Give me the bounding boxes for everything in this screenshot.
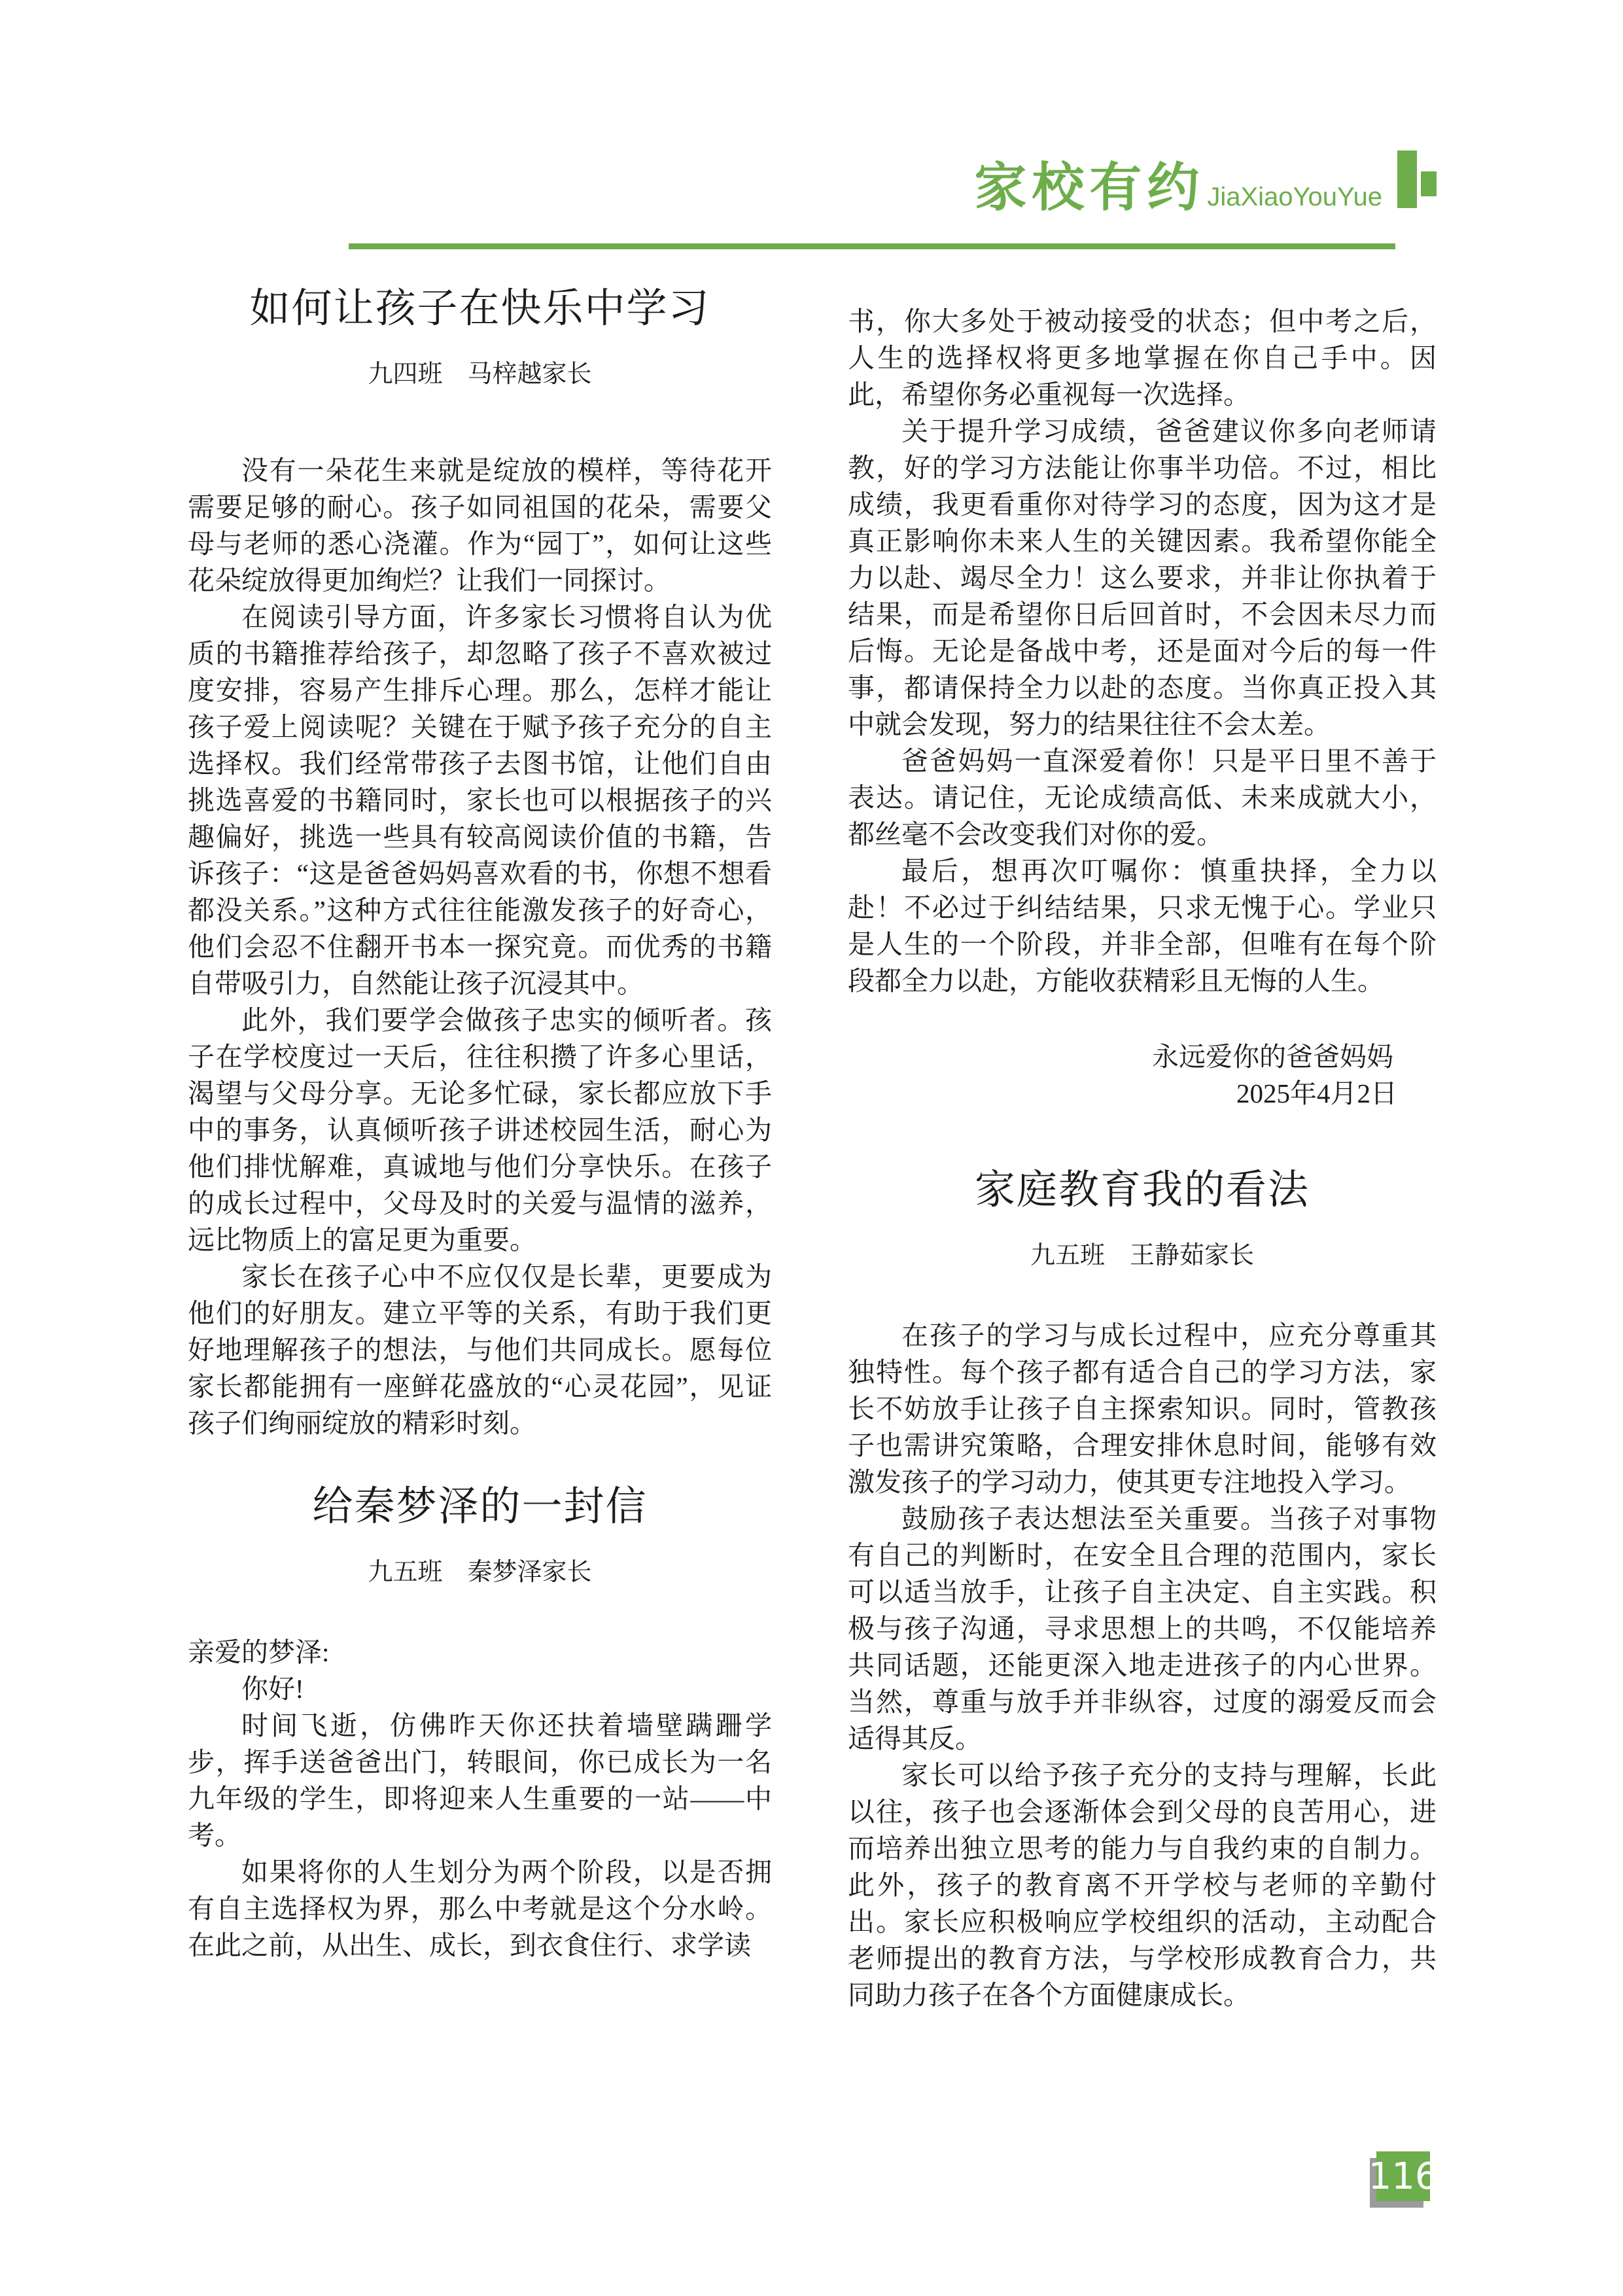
article2-title: 给秦梦泽的一封信 [312, 1485, 648, 1529]
section-title-pinyin: JiaXiaoYouYue [1207, 183, 1382, 211]
article3-paragraph: 家长可以给予孩子充分的支持与理解，长此以往，孩子也会逐渐体会到父母的良苦用心，进而培养出独立思考的能力与自我约束的自制力。此外，孩子的教育离不开学校与老师的辛勤付出。家长应积极响应学校组织的活动，主动配合老师提出的教育方法，与学校形成教育合力，共同助力孩子在各个方面健康成长。 [848, 1760, 1437, 2010]
letter-greeting: 你好! [241, 1674, 304, 1704]
article3-title: 家庭教育我的看法 [974, 1168, 1310, 1212]
article1-paragraph: 家长在孩子心中不应仅仅是长辈，更要成为他们的好朋友。建立平等的关系，有助于我们更好地理解孩子的想法，与他们共同成长。愿每位家长都能拥有一座鲜花盛放的“心灵花园”，见证孩子们绚丽绽放的精彩时刻。 [188, 1262, 772, 1438]
letter-paragraph: 最后，想再次叮嘱你：慎重抉择，全力以赴！不必过于纠结结果，只求无愧于心。学业只是人生的一个阶段，并非全部，但唯有在每个阶段都全力以赴，方能收获精彩且无悔的人生。 [848, 856, 1437, 996]
section-title: 家校有约 [974, 157, 1205, 218]
header-decoration-bar [1397, 150, 1417, 208]
right-column [848, 303, 1437, 2013]
letter-paragraph: 爸爸妈妈一直深爱着你！只是平日里不善于表达。请记住，无论成绩高低、未来成就大小，都丝毫不会改变我们对你的爱。 [848, 746, 1437, 849]
article3-byline: 九五班 王静茹家长 [1030, 1242, 1254, 1269]
letter-paragraph-continued: 书，你大多处于被动接受的状态；但中考之后，人生的选择权将更多地掌握在你自己手中。因此，希望你务必重视每一次选择。 [848, 306, 1437, 410]
letter-date: 2025年4月2日 [1236, 1078, 1397, 1108]
page-number: 116 [1368, 2155, 1439, 2198]
article1-paragraph: 此外，我们要学会做孩子忠实的倾听者。孩子在学校度过一天后，往往积攒了许多心里话，渴望与父母分享。无论多忙碌，家长都应放下手中的事务，认真倾听孩子讲述校园生活，耐心为他们排忧解难，真诚地与他们分享快乐。在孩子的成长过程中，父母及时的关爱与温情的滋养，远比物质上的富足更为重要。 [188, 1005, 772, 1255]
letter-paragraph: 时间飞逝，仿佛昨天你还扶着墙壁蹒跚学步，挥手送爸爸出门，转眼间，你已成长为一名九年级的学生，即将迎来人生重要的一站——中考。 [188, 1710, 772, 1850]
letter-paragraph: 关于提升学习成绩，爸爸建议你多向老师请教，好的学习方法能让你事半功倍。不过，相比成绩，我更看重你对待学习的态度，因为这才是真正影响你未来人生的关键因素。我希望你能全力以赴、竭尽全力！这么要求，并非让你执着于结果，而是希望你日后回首时，不会因未尽力而后悔。无论是备战中考，还是面对今后的每一件事，都请保持全力以赴的态度。当你真正投入其中就会发现，努力的结果往往不会太差。 [848, 416, 1437, 739]
header-decoration-square [1421, 171, 1437, 196]
left-column [188, 283, 772, 1964]
article1-paragraph: 没有一朵花生来就是绽放的模样，等待花开需要足够的耐心。孩子如同祖国的花朵，需要父母与老师的悉心浇灌。作为“园丁”，如何让这些花朵绽放得更加绚烂？让我们一同探讨。 [188, 455, 772, 595]
page-header [974, 145, 1382, 221]
article2-byline: 九五班 秦梦泽家长 [368, 1559, 592, 1586]
article1-byline: 九四班 马梓越家长 [368, 361, 592, 388]
letter-salutation: 亲爱的梦泽: [188, 1637, 330, 1667]
article1-paragraph: 在阅读引导方面，许多家长习惯将自认为优质的书籍推荐给孩子，却忽略了孩子不喜欢被过度安排，容易产生排斥心理。那么，怎样才能让孩子爱上阅读呢？关键在于赋予孩子充分的自主选择权。我们经常带孩子去图书馆，让他们自由挑选喜爱的书籍同时，家长也可以根据孩子的兴趣偏好，挑选一些具有较高阅读价值的书籍，告诉孩子：“这是爸爸妈妈喜欢看的书，你想不想看都没关系。”这种方式往往能激发孩子的好奇心，他们会忍不住翻开书本一探究竟。而优秀的书籍自带吸引力，自然能让孩子沉浸其中。 [188, 602, 772, 998]
article1-title: 如何让孩子在快乐中学习 [249, 287, 710, 331]
letter-paragraph: 如果将你的人生划分为两个阶段，以是否拥有自主选择权为界，那么中考就是这个分水岭。在此之前，从出生、成长，到衣食住行、求学读 [188, 1857, 772, 1960]
letter-signature: 永远爱你的爸爸妈妈 [1152, 1042, 1393, 1072]
header-rule [349, 243, 1395, 249]
page-number-badge [1368, 2151, 1439, 2201]
article3-paragraph: 在孩子的学习与成长过程中，应充分尊重其独特性。每个孩子都有适合自己的学习方法，家长不妨放手让孩子自主探索知识。同时，管教孩子也需讲究策略，合理安排休息时间，能够有效激发孩子的学习动力，使其更专注地投入学习。 [848, 1320, 1437, 1497]
article3-paragraph: 鼓励孩子表达想法至关重要。当孩子对事物有自己的判断时，在安全且合理的范围内，家长可以适当放手，让孩子自主决定、自主实践。积极与孩子沟通，寻求思想上的共鸣，不仅能培养共同话题，还能更深入地走进孩子的内心世界。当然，尊重与放手并非纵容，过度的溺爱反而会适得其反。 [848, 1504, 1437, 1754]
